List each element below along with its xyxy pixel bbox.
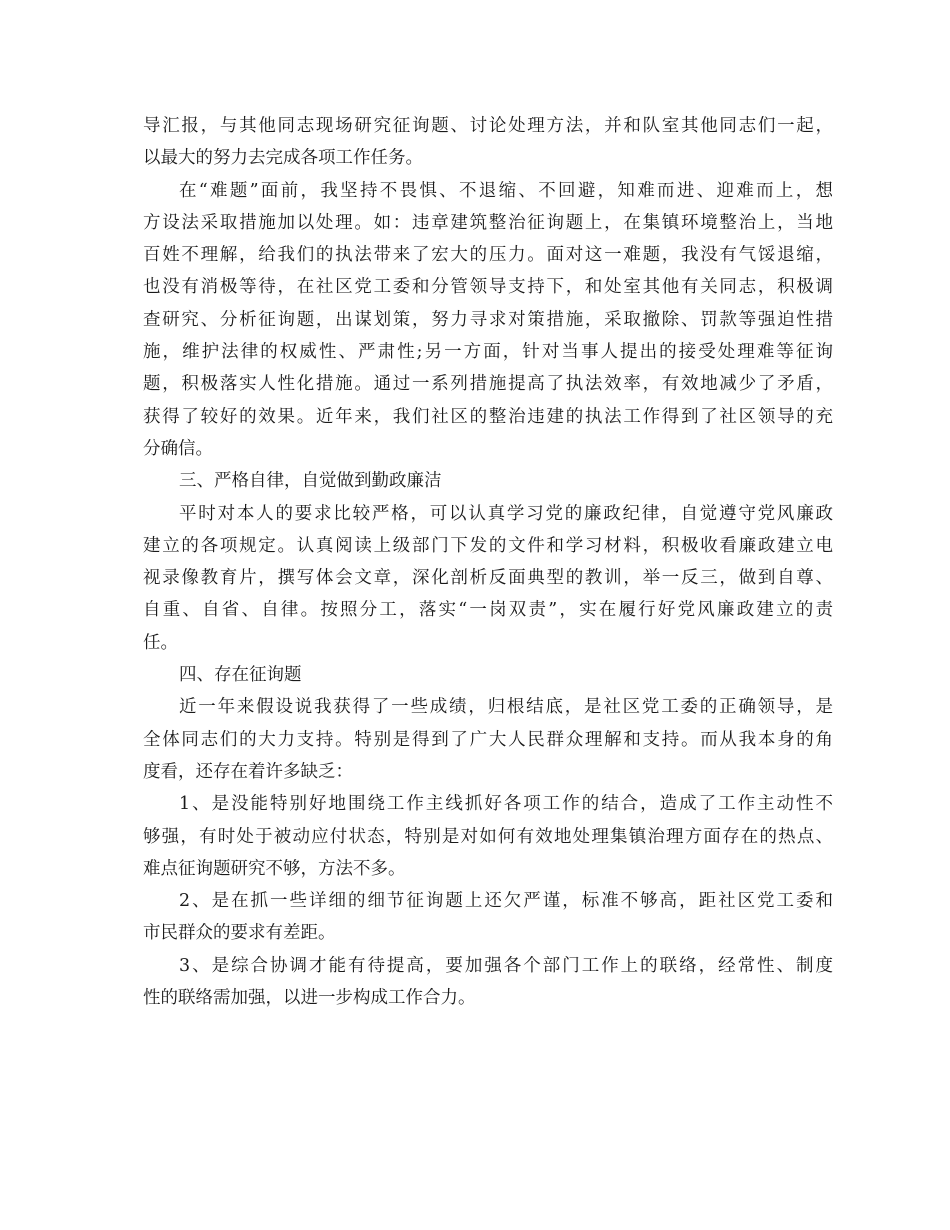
- text-line: 也没有消极等待，在社区党工委和分管领导支持下，和处室其他有关同志，积极调: [143, 277, 833, 298]
- text-line: 平时对本人的要求比较严格，可以认真学习党的廉政纪律，自觉遵守党风廉政: [179, 503, 833, 524]
- text-line: 市民群众的要求有差距。: [143, 923, 336, 944]
- text-line: 2、是在抓一些详细的细节征询题上还欠严谨，标准不够高，距社区党工委和: [179, 891, 833, 912]
- paragraph: [143, 788, 833, 885]
- paragraph: [143, 175, 833, 466]
- text-line: 获得了较好的效果。近年来，我们社区的整治违建的执法工作得到了社区领导的充: [143, 406, 833, 427]
- text-line: 查研究、分析征询题，出谋划策，努力寻求对策措施，采取撤除、罚款等强迫性措: [143, 309, 833, 330]
- paragraph: [143, 691, 833, 788]
- paragraph: [143, 110, 833, 175]
- text-line: 建立的各项规定。认真阅读上级部门下发的文件和学习材料，积极收看廉政建立电: [143, 535, 833, 556]
- paragraph: [143, 659, 833, 691]
- paragraph: [143, 885, 833, 950]
- paragraph: [143, 498, 833, 659]
- text-line: 三、严格自律，自觉做到勤政廉洁: [179, 471, 442, 492]
- text-line: 分确信。: [143, 438, 213, 459]
- document-body: [143, 110, 833, 1014]
- text-line: 自重、自省、自律。按照分工，落实“一岗双责”，实在履行好党风廉政建立的责: [143, 600, 833, 621]
- text-line: 1、是没能特别好地围绕工作主线抓好各项工作的结合，造成了工作主动性不: [179, 794, 833, 815]
- text-line: 导汇报，与其他同志现场研究征询题、讨论处理方法，并和队室其他同志们一起，: [143, 116, 833, 136]
- paragraph: [143, 465, 833, 497]
- text-line: 在“难题”面前，我坚持不畏惧、不退缩、不回避，知难而进、迎难而上，想: [179, 180, 833, 201]
- text-line: 视录像教育片，撰写体会文章，深化剖析反面典型的教训，举一反三，做到自尊、: [143, 568, 833, 589]
- text-line: 近一年来假设说我获得了一些成绩，归根结底，是社区党工委的正确领导，是: [179, 697, 833, 718]
- text-line: 四、存在征询题: [179, 665, 302, 686]
- text-line: 方设法采取措施加以处理。如：违章建筑整治征询题上，在集镇环境整治上，当地: [143, 212, 833, 233]
- text-line: 够强，有时处于被动应付状态，特别是对如何有效地处理集镇治理方面存在的热点、: [143, 826, 833, 847]
- text-line: 题，积极落实人性化措施。通过一系列措施提高了执法效率，有效地减少了矛盾，: [143, 374, 833, 395]
- text-line: 性的联络需加强，以进一步构成工作合力。: [143, 988, 476, 1009]
- text-line: 度看，还存在着许多缺乏：: [143, 761, 353, 782]
- text-line: 3、是综合协调才能有待提高，要加强各个部门工作上的联络，经常性、制度: [179, 955, 833, 976]
- text-line: 任。: [143, 632, 178, 653]
- text-line: 全体同志们的大力支持。特别是得到了广大人民群众理解和支持。而从我本身的角: [143, 729, 833, 750]
- text-line: 施，维护法律的权威性、严肃性;另一方面，针对当事人提出的接受处理难等征询: [143, 342, 833, 363]
- text-line: 难点征询题研究不够，方法不多。: [143, 858, 406, 879]
- text-line: 百姓不理解，给我们的执法带来了宏大的压力。面对这一难题，我没有气馁退缩，: [143, 245, 833, 266]
- paragraph: [143, 950, 833, 1015]
- text-line: 以最大的努力去完成各项工作任务。: [143, 148, 423, 169]
